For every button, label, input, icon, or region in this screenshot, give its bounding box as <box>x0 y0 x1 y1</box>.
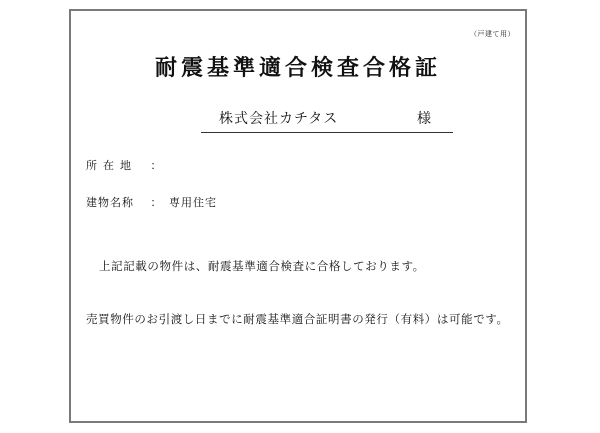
certificate-frame <box>69 9 527 423</box>
recipient-line <box>201 108 453 133</box>
building-name-field <box>86 194 217 210</box>
address-field <box>86 157 169 173</box>
statement-line-1: 上記記載の物件は、耐震基準適合検査に合格しております。 <box>99 259 425 273</box>
building-name-label: 建物名称 <box>86 196 134 209</box>
recipient-honorific: 様 <box>417 111 431 127</box>
building-name-value: 専用住宅 <box>169 196 217 209</box>
recipient-name: 株式会社カチタス <box>219 111 339 127</box>
address-colon: ： <box>150 159 163 172</box>
statement-line-2: 売買物件のお引渡し日までに耐震基準適合証明書の発行（有料）は可能です。 <box>86 312 509 326</box>
usage-note: （戸建て用） <box>470 30 515 38</box>
certificate-title: 耐震基準適合検査合格証 <box>154 56 441 81</box>
building-name-colon: ： <box>150 196 163 209</box>
address-label: 所在地 <box>86 159 137 172</box>
